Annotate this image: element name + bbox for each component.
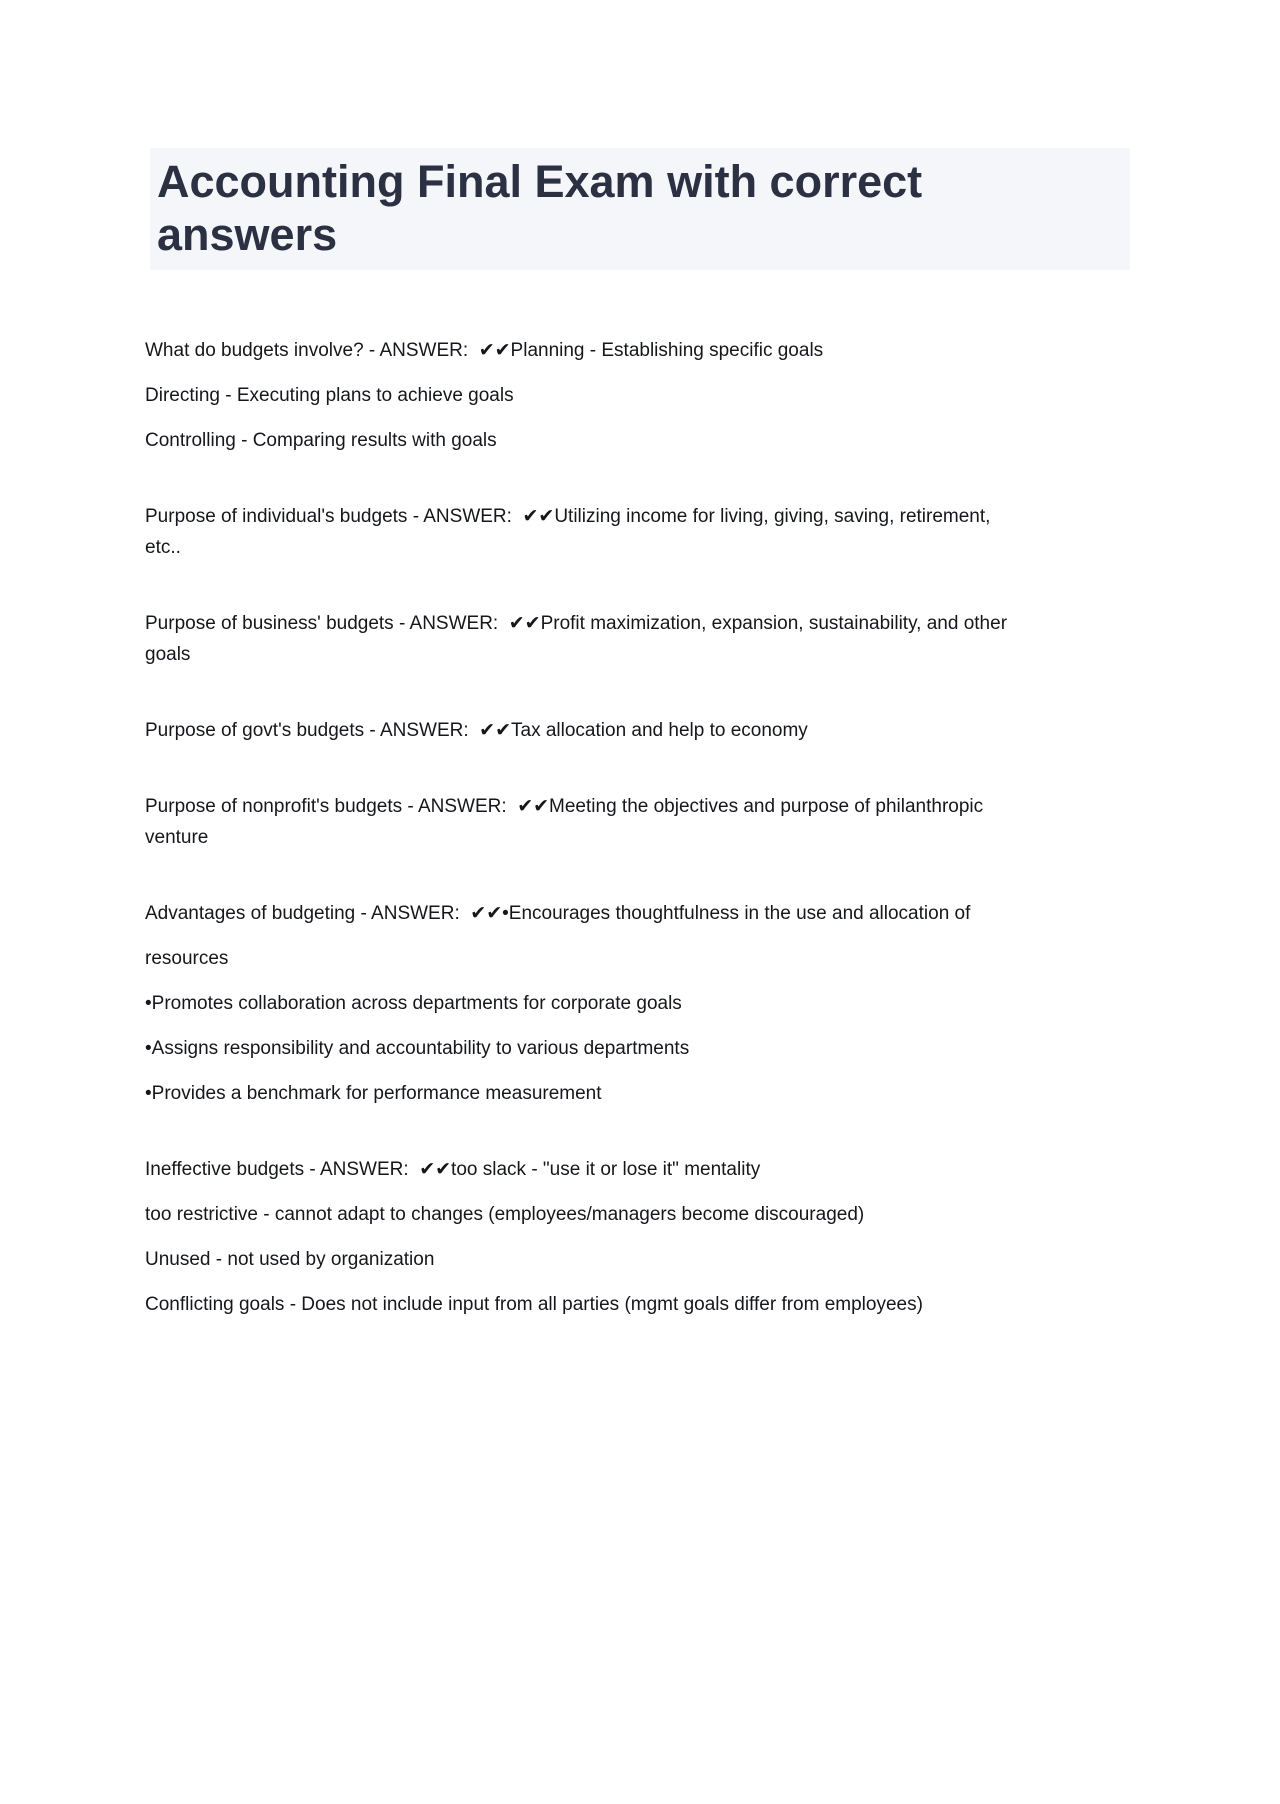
text-line: goals bbox=[145, 644, 191, 665]
paragraph bbox=[145, 988, 1180, 1019]
text-line: venture bbox=[145, 827, 209, 848]
paragraph bbox=[145, 1199, 1180, 1230]
paragraph bbox=[145, 791, 1180, 853]
page-title: Accounting Final Exam with correct answers bbox=[157, 156, 923, 260]
document-page bbox=[0, 148, 1280, 1804]
qa-block bbox=[145, 791, 1180, 853]
paragraph bbox=[145, 898, 1180, 929]
paragraph bbox=[145, 335, 1180, 366]
qa-block bbox=[145, 898, 1180, 1109]
text-line: etc.. bbox=[145, 537, 181, 558]
text-line: Purpose of individual's budgets - ANSWER: ✔✔Utilizing income for living, giving, saving, retirement, bbox=[145, 506, 991, 527]
text-line: Unused - not used by organization bbox=[145, 1249, 435, 1270]
qa-block bbox=[145, 335, 1180, 456]
paragraph bbox=[145, 380, 1180, 411]
title-band bbox=[150, 148, 1130, 270]
text-line: Ineffective budgets - ANSWER: ✔✔too slack - "use it or lose it" mentality bbox=[145, 1159, 761, 1180]
text-line: Purpose of nonprofit's budgets - ANSWER: ✔✔Meeting the objectives and purpose of philanthropic bbox=[145, 796, 984, 817]
text-line: Conflicting goals - Does not include input from all parties (mgmt goals differ from employees) bbox=[145, 1294, 923, 1315]
paragraph bbox=[145, 1154, 1180, 1185]
document-body bbox=[145, 335, 1180, 1320]
text-line: Controlling - Comparing results with goals bbox=[145, 430, 497, 451]
text-line: Purpose of business' budgets - ANSWER: ✔✔Profit maximization, expansion, sustainability, and other bbox=[145, 613, 1008, 634]
text-line: •Promotes collaboration across departments for corporate goals bbox=[145, 993, 682, 1014]
qa-block bbox=[145, 501, 1180, 563]
paragraph bbox=[145, 715, 1180, 746]
paragraph bbox=[145, 1033, 1180, 1064]
text-line: Purpose of govt's budgets - ANSWER: ✔✔Tax allocation and help to economy bbox=[145, 720, 808, 741]
paragraph bbox=[145, 608, 1180, 670]
text-line: •Provides a benchmark for performance measurement bbox=[145, 1083, 602, 1104]
text-line: What do budgets involve? - ANSWER: ✔✔Planning - Establishing specific goals bbox=[145, 340, 824, 361]
text-line: too restrictive - cannot adapt to changes (employees/managers become discouraged) bbox=[145, 1204, 865, 1225]
text-line: resources bbox=[145, 948, 229, 969]
paragraph bbox=[145, 1289, 1180, 1320]
text-line: Directing - Executing plans to achieve goals bbox=[145, 385, 514, 406]
paragraph bbox=[145, 943, 1180, 974]
qa-block bbox=[145, 1154, 1180, 1320]
paragraph bbox=[145, 501, 1180, 563]
text-line: Advantages of budgeting - ANSWER: ✔✔•Encourages thoughtfulness in the use and allocation of bbox=[145, 903, 971, 924]
paragraph bbox=[145, 1078, 1180, 1109]
qa-block bbox=[145, 715, 1180, 746]
qa-block bbox=[145, 608, 1180, 670]
paragraph bbox=[145, 425, 1180, 456]
text-line: •Assigns responsibility and accountability to various departments bbox=[145, 1038, 690, 1059]
paragraph bbox=[145, 1244, 1180, 1275]
